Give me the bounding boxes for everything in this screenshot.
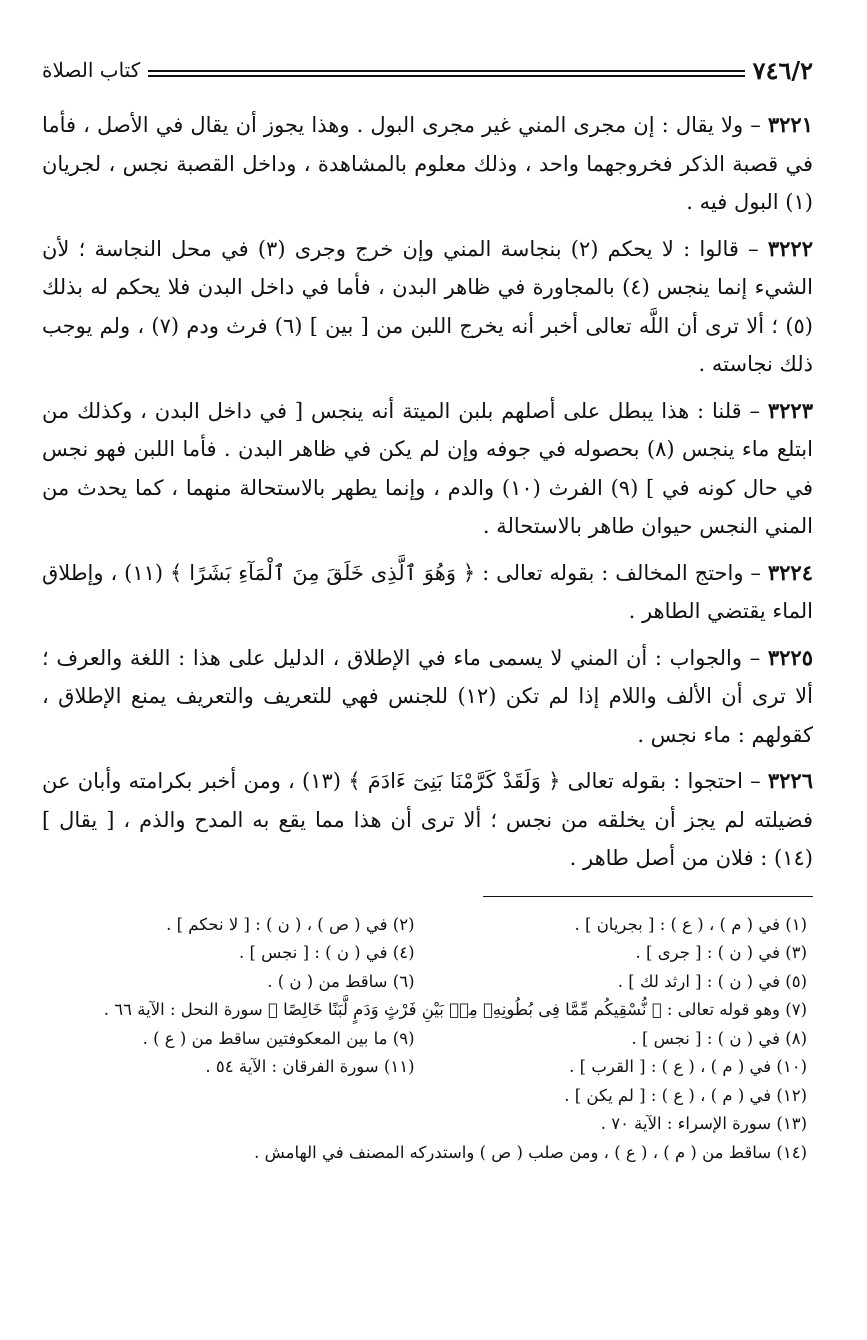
paragraph-number: ٣٢٢٥ [767, 644, 813, 670]
paragraph-text: – ولا يقال : إن مجرى المني غير مجرى البول . وهذا يجوز أن يقال في الأصل ، فأما في قصبة الذكر فخروجهما واحد ، وذلك معلوم بالمشاهدة ، وداخل القصبة نجس ، لجريان (١) البول فيه . [42, 113, 813, 214]
paragraph-number: ٣٢٢٦ [767, 768, 813, 793]
footnote-6: (٦) ساقط من ( ن ) . [267, 971, 415, 991]
paragraph-3224 [42, 554, 813, 631]
paragraph-3225 [42, 639, 813, 755]
page-header [42, 48, 813, 92]
footnote-3: (٣) في ( ن ) : [ جرى ] . [635, 943, 807, 962]
footnote-8: (٨) في ( ن ) : [ نجس ] . [631, 1028, 807, 1048]
paragraph-3223 [42, 392, 813, 546]
paragraph-number: ٣٢٢٣ [767, 397, 813, 423]
footnote-14: (١٤) ساقط من ( م ) ، ( ع ) ، ومن صلب ( ص ) واستدركه المصنف في الهامش . [254, 1142, 807, 1162]
footnote-13: (١٣) سورة الإسراء : الآية ٧٠ . [600, 1114, 807, 1133]
paragraph-number: ٣٢٢١ [767, 112, 813, 137]
footnote-separator [483, 896, 813, 897]
footnote-1: (١) في ( م ) ، ( ع ) : [ بجريان ] . [574, 914, 807, 934]
footnotes [42, 911, 813, 1168]
paragraph-text: – واحتج المخالف : بقوله تعالى : ﴿ وَهُوَ ٱلَّذِى خَلَقَ مِنَ ٱلْمَآءِ بَشَرًا ﴾ (١١) ، وإطلاق الماء يقتضي الطاهر . [42, 560, 813, 623]
paragraph-3221 [42, 106, 813, 222]
footnote-5: (٥) في ( ن ) : [ ارثد لك ] . [617, 971, 807, 991]
footnote-9: (٩) ما بين المعكوفتين ساقط من ( ع ) . [142, 1028, 415, 1048]
paragraph-text: – قلنا : هذا يبطل على أصلهم بلبن الميتة أنه ينجس [ في داخل البدن ، وكذلك من ابتلع ماء ينجس (٨) بحصوله في جوفه وإن لم يكن في ظاهر البدن . فأما اللبن فهو نجس في حال كونه في ] (٩) الفرث (١٠) والدم ، وإنما يطهر بالاستحالة منهما ، كما يحدث من المني النجس حيوان طاهر بالاستحالة . [42, 398, 813, 538]
page-reference: ٧٤٦/٢ [752, 55, 813, 85]
paragraph-3222 [42, 230, 813, 384]
footnote-4: (٤) في ( ن ) : [ نجس ] . [238, 943, 415, 962]
paragraph-3226 [42, 762, 813, 878]
footnote-7: (٧) وهو قوله تعالى : ﴿ نُّسْقِيكُم مِّمَّا فِى بُطُونِهِۦ مِنۢ بَيْنِ فَرْثٍ وَدَمٍ لَّبَنًا خَالِصًا ﴾ سورة النحل : الآية ٦٦ . [103, 1000, 807, 1019]
paragraph-number: ٣٢٢٤ [767, 559, 813, 585]
header-rule [148, 70, 744, 77]
paragraph-text: – والجواب : أن المني لا يسمى ماء في الإطلاق ، الدليل على هذا : اللغة والعرف ؛ ألا ترى أن الألف واللام إذا لم تكن (١٢) للجنس فهي للتعريف والتعريف يمنع الإطلاق ، كقولهم : ماء نجس . [42, 645, 813, 747]
footnote-10: (١٠) في ( م ) ، ( ع ) : [ القرب ] . [569, 1057, 807, 1076]
paragraph-text: – احتجوا : بقوله تعالى ﴿ وَلَقَدْ كَرَّمْنَا بَنِىٓ ءَادَمَ ﴾ (١٣) ، ومن أخبر بكرامته وأبان عن فضيلته لم يجز أن يخلقه من نجس ؛ ألا ترى أن هذا مما يقع به المدح والذم ، [ يقال ] (١٤) : فلان من أصل طاهر . [42, 769, 813, 870]
footnote-12: (١٢) في ( م ) ، ( ع ) : [ لم يكن ] . [564, 1085, 807, 1105]
paragraph-number: ٣٢٢٢ [767, 235, 813, 261]
paragraph-text: – قالوا : لا يحكم (٢) بنجاسة المني وإن خرج وجرى (٣) في محل النجاسة ؛ لأن الشيء إنما ينجس (٤) بالمجاورة في ظاهر البدن ، فأما في داخل البدن فلا يحكم له بذلك (٥) ؛ ألا ترى أن اللَّه تعالى أخبر أنه يخرج اللبن من [ بين ] (٦) فرث ودم (٧) ، ولم يوجب ذلك نجاسته . [42, 236, 813, 376]
footnote-11: (١١) سورة الفرقان : الآية ٥٤ . [205, 1057, 415, 1076]
footnote-2: (٢) في ( ص ) ، ( ن ) : [ لا نحكم ] . [166, 914, 415, 934]
main-text [42, 106, 813, 878]
book-title: كتاب الصلاة [42, 58, 141, 82]
